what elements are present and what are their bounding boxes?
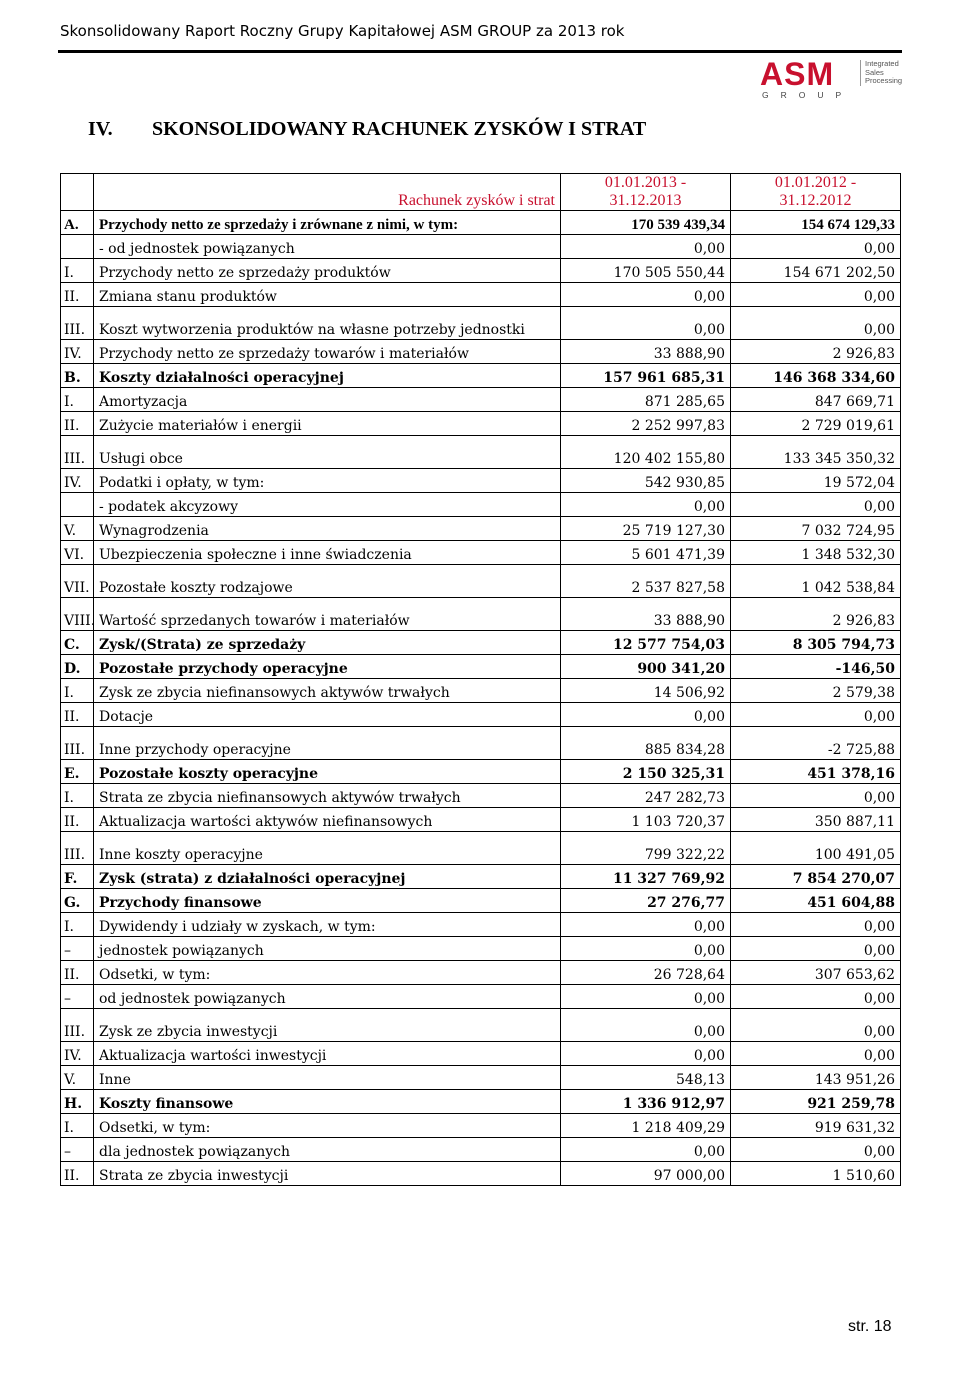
row-value-2013-cell: 5 601 471,39	[561, 541, 731, 565]
row-value-2012-cell: 0,00	[731, 493, 901, 517]
page-number: str. 18	[848, 1318, 892, 1335]
row-value-2012-cell: 7 854 270,07	[731, 865, 901, 889]
row-value-2012-cell: 1 510,60	[731, 1162, 901, 1186]
row-value-2012-cell: 143 951,26	[731, 1066, 901, 1090]
row-value-2013-cell: 0,00	[561, 1009, 731, 1042]
table-row	[61, 340, 901, 364]
row-label-cell: Koszty działalności operacyjnej	[94, 364, 561, 388]
row-label-cell: Aktualizacja wartości aktywów niefinansowych	[94, 808, 561, 832]
row-value-2013-cell: 0,00	[561, 283, 731, 307]
row-label-cell: Zysk ze zbycia niefinansowych aktywów trwałych	[94, 679, 561, 703]
row-index-cell: II.	[61, 961, 94, 985]
row-value-2013-cell: 12 577 754,03	[561, 631, 731, 655]
row-value-2012-cell: 0,00	[731, 1009, 901, 1042]
table-row	[61, 913, 901, 937]
table-row	[61, 1009, 901, 1042]
row-index-cell: F.	[61, 865, 94, 889]
row-index-cell: II.	[61, 412, 94, 436]
asm-group-logo	[760, 56, 903, 100]
row-index-cell	[61, 235, 94, 259]
row-value-2013-cell: 1 103 720,37	[561, 808, 731, 832]
row-index-cell: –	[61, 1138, 94, 1162]
table-row	[61, 283, 901, 307]
table-row	[61, 961, 901, 985]
row-label-cell: Strata ze zbycia inwestycji	[94, 1162, 561, 1186]
row-label-cell: Zysk (strata) z działalności operacyjnej	[94, 865, 561, 889]
row-index-cell: I.	[61, 1114, 94, 1138]
row-index-cell: V.	[61, 517, 94, 541]
row-value-2013-cell: 0,00	[561, 913, 731, 937]
header-2013-cell	[561, 174, 731, 211]
table-row	[61, 493, 901, 517]
row-value-2012-cell: -146,50	[731, 655, 901, 679]
table-row	[61, 865, 901, 889]
row-index-cell: B.	[61, 364, 94, 388]
table-row	[61, 1138, 901, 1162]
row-label-cell: Inne koszty operacyjne	[94, 832, 561, 865]
row-value-2013-cell: 2 537 827,58	[561, 565, 731, 598]
row-value-2012-cell: 1 348 532,30	[731, 541, 901, 565]
row-index-cell: III.	[61, 727, 94, 760]
row-label-cell: Strata ze zbycia niefinansowych aktywów trwałych	[94, 784, 561, 808]
header-label-cell: Rachunek zysków i strat	[94, 174, 561, 211]
row-label-cell: Koszty finansowe	[94, 1090, 561, 1114]
table-row	[61, 1042, 901, 1066]
table-row	[61, 679, 901, 703]
row-value-2012-cell: 7 032 724,95	[731, 517, 901, 541]
table-row	[61, 937, 901, 961]
table-row	[61, 631, 901, 655]
row-label-cell: Koszt wytworzenia produktów na własne potrzeby jednostki	[94, 307, 561, 340]
header-2012-cell	[731, 174, 901, 211]
row-index-cell: II.	[61, 283, 94, 307]
row-value-2013-cell: 900 341,20	[561, 655, 731, 679]
row-label-cell: Pozostałe przychody operacyjne	[94, 655, 561, 679]
row-value-2012-cell: 8 305 794,73	[731, 631, 901, 655]
row-value-2012-cell: 847 669,71	[731, 388, 901, 412]
row-label-cell: Dywidendy i udziały w zyskach, w tym:	[94, 913, 561, 937]
row-label-cell: - od jednostek powiązanych	[94, 235, 561, 259]
row-label-cell: Aktualizacja wartości inwestycji	[94, 1042, 561, 1066]
row-value-2013-cell: 0,00	[561, 307, 731, 340]
row-value-2012-cell: 154 671 202,50	[731, 259, 901, 283]
table-row	[61, 541, 901, 565]
row-index-cell: I.	[61, 913, 94, 937]
row-value-2012-cell: 0,00	[731, 1138, 901, 1162]
row-value-2012-cell: 0,00	[731, 784, 901, 808]
row-value-2012-cell: 2 579,38	[731, 679, 901, 703]
row-value-2013-cell: 157 961 685,31	[561, 364, 731, 388]
logo-tagline	[860, 60, 902, 86]
table-row	[61, 412, 901, 436]
report-header-title: Skonsolidowany Raport Roczny Grupy Kapitałowej ASM GROUP za 2013 rok	[60, 22, 625, 40]
table-row	[61, 517, 901, 541]
row-index-cell: VI.	[61, 541, 94, 565]
row-index-cell: A.	[61, 211, 94, 235]
table-row	[61, 565, 901, 598]
row-value-2012-cell: 921 259,78	[731, 1090, 901, 1114]
row-value-2013-cell: 25 719 127,30	[561, 517, 731, 541]
section-heading	[88, 118, 646, 141]
row-value-2013-cell: 97 000,00	[561, 1162, 731, 1186]
table-row	[61, 1114, 901, 1138]
row-value-2012-cell: 154 674 129,33	[731, 211, 901, 235]
row-value-2012-cell: 2 926,83	[731, 598, 901, 631]
table-row	[61, 1162, 901, 1186]
row-label-cell: Podatki i opłaty, w tym:	[94, 469, 561, 493]
row-value-2012-cell: 146 368 334,60	[731, 364, 901, 388]
row-value-2012-cell: 19 572,04	[731, 469, 901, 493]
row-label-cell: Pozostałe koszty operacyjne	[94, 760, 561, 784]
row-value-2013-cell: 33 888,90	[561, 598, 731, 631]
row-value-2012-cell: 0,00	[731, 1042, 901, 1066]
row-value-2013-cell: 0,00	[561, 1042, 731, 1066]
row-label-cell: Pozostałe koszty rodzajowe	[94, 565, 561, 598]
row-label-cell: - podatek akcyzowy	[94, 493, 561, 517]
row-value-2013-cell: 542 930,85	[561, 469, 731, 493]
row-index-cell: II.	[61, 808, 94, 832]
header-2012-line1: 01.01.2012 -	[774, 174, 857, 191]
row-label-cell: Zysk ze zbycia inwestycji	[94, 1009, 561, 1042]
table-row	[61, 784, 901, 808]
table-header-row	[61, 174, 901, 211]
row-index-cell: IV.	[61, 1042, 94, 1066]
header-2013-line2: 31.12.2013	[609, 192, 682, 209]
row-value-2013-cell: 548,13	[561, 1066, 731, 1090]
header-index-cell	[61, 174, 94, 211]
row-label-cell: Inne	[94, 1066, 561, 1090]
row-value-2012-cell: 2 729 019,61	[731, 412, 901, 436]
header-2013-line1: 01.01.2013 -	[604, 174, 687, 191]
row-value-2012-cell: 2 926,83	[731, 340, 901, 364]
row-value-2013-cell: 885 834,28	[561, 727, 731, 760]
row-index-cell: V.	[61, 1066, 94, 1090]
row-index-cell: III.	[61, 307, 94, 340]
row-index-cell: I.	[61, 388, 94, 412]
row-value-2013-cell: 0,00	[561, 703, 731, 727]
row-label-cell: Zmiana stanu produktów	[94, 283, 561, 307]
table-row	[61, 598, 901, 631]
row-value-2012-cell: 307 653,62	[731, 961, 901, 985]
row-index-cell: II.	[61, 703, 94, 727]
row-value-2013-cell: 11 327 769,92	[561, 865, 731, 889]
header-divider	[58, 50, 902, 53]
row-label-cell: od jednostek powiązanych	[94, 985, 561, 1009]
row-label-cell: Wartość sprzedanych towarów i materiałów	[94, 598, 561, 631]
row-index-cell: VIII.	[61, 598, 94, 631]
row-index-cell: III.	[61, 1009, 94, 1042]
table-row	[61, 889, 901, 913]
row-value-2013-cell: 1 336 912,97	[561, 1090, 731, 1114]
row-value-2013-cell: 0,00	[561, 1138, 731, 1162]
table-row	[61, 832, 901, 865]
row-index-cell: VII.	[61, 565, 94, 598]
row-label-cell: Przychody netto ze sprzedaży i zrównane z nimi, w tym:	[94, 211, 561, 235]
row-value-2012-cell: 451 378,16	[731, 760, 901, 784]
table-row	[61, 655, 901, 679]
row-index-cell: I.	[61, 679, 94, 703]
row-index-cell: G.	[61, 889, 94, 913]
row-label-cell: Przychody netto ze sprzedaży produktów	[94, 259, 561, 283]
section-title-text: SKONSOLIDOWANY RACHUNEK ZYSKÓW I STRAT	[152, 118, 647, 140]
row-label-cell: Ubezpieczenia społeczne i inne świadczenia	[94, 541, 561, 565]
row-value-2013-cell: 0,00	[561, 235, 731, 259]
row-value-2013-cell: 0,00	[561, 937, 731, 961]
row-index-cell: –	[61, 985, 94, 1009]
row-value-2013-cell: 170 505 550,44	[561, 259, 731, 283]
row-value-2012-cell: 350 887,11	[731, 808, 901, 832]
row-value-2012-cell: -2 725,88	[731, 727, 901, 760]
row-label-cell: Inne przychody operacyjne	[94, 727, 561, 760]
table-row	[61, 703, 901, 727]
row-value-2012-cell: 1 042 538,84	[731, 565, 901, 598]
row-value-2013-cell: 14 506,92	[561, 679, 731, 703]
row-label-cell: Zysk/(Strata) ze sprzedaży	[94, 631, 561, 655]
table-row	[61, 727, 901, 760]
table-row	[61, 436, 901, 469]
row-value-2013-cell: 170 539 439,34	[561, 211, 731, 235]
row-index-cell: –	[61, 937, 94, 961]
header-2012-line2: 31.12.2012	[779, 192, 852, 209]
row-value-2013-cell: 0,00	[561, 493, 731, 517]
table-row	[61, 1066, 901, 1090]
logo-tagline-line: Sales	[865, 67, 884, 77]
row-value-2013-cell: 26 728,64	[561, 961, 731, 985]
row-index-cell: E.	[61, 760, 94, 784]
row-value-2012-cell: 0,00	[731, 703, 901, 727]
row-value-2013-cell: 33 888,90	[561, 340, 731, 364]
row-value-2012-cell: 919 631,32	[731, 1114, 901, 1138]
row-value-2013-cell: 120 402 155,80	[561, 436, 731, 469]
logo-asm-text: ASM	[760, 56, 835, 92]
row-index-cell: H.	[61, 1090, 94, 1114]
table-row	[61, 808, 901, 832]
row-index-cell	[61, 493, 94, 517]
row-label-cell: Usługi obce	[94, 436, 561, 469]
row-value-2012-cell: 0,00	[731, 985, 901, 1009]
row-index-cell: I.	[61, 259, 94, 283]
income-statement-table	[60, 173, 901, 1186]
row-value-2013-cell: 799 322,22	[561, 832, 731, 865]
row-label-cell: Odsetki, w tym:	[94, 961, 561, 985]
table-row	[61, 760, 901, 784]
table-row	[61, 307, 901, 340]
row-label-cell: Amortyzacja	[94, 388, 561, 412]
row-index-cell: IV.	[61, 340, 94, 364]
row-index-cell: D.	[61, 655, 94, 679]
row-value-2012-cell: 451 604,88	[731, 889, 901, 913]
table-row	[61, 211, 901, 235]
table-row	[61, 235, 901, 259]
row-value-2012-cell: 0,00	[731, 937, 901, 961]
row-value-2013-cell: 1 218 409,29	[561, 1114, 731, 1138]
row-value-2012-cell: 133 345 350,32	[731, 436, 901, 469]
row-label-cell: Wynagrodzenia	[94, 517, 561, 541]
row-index-cell: III.	[61, 832, 94, 865]
logo-group-text: GROUP	[762, 90, 854, 100]
row-label-cell: Odsetki, w tym:	[94, 1114, 561, 1138]
row-value-2013-cell: 0,00	[561, 985, 731, 1009]
row-label-cell: dla jednostek powiązanych	[94, 1138, 561, 1162]
row-value-2012-cell: 0,00	[731, 283, 901, 307]
row-value-2013-cell: 27 276,77	[561, 889, 731, 913]
row-index-cell: IV.	[61, 469, 94, 493]
row-value-2012-cell: 100 491,05	[731, 832, 901, 865]
section-number: IV.	[88, 118, 113, 140]
row-index-cell: I.	[61, 784, 94, 808]
logo-tagline-line: Integrated	[865, 59, 899, 68]
row-label-cell: Zużycie materiałów i energii	[94, 412, 561, 436]
row-label-cell: Przychody netto ze sprzedaży towarów i materiałów	[94, 340, 561, 364]
row-value-2013-cell: 247 282,73	[561, 784, 731, 808]
row-value-2013-cell: 871 285,65	[561, 388, 731, 412]
table-row	[61, 364, 901, 388]
row-label-cell: Przychody finansowe	[94, 889, 561, 913]
row-value-2012-cell: 0,00	[731, 235, 901, 259]
row-label-cell: Dotacje	[94, 703, 561, 727]
table-row	[61, 469, 901, 493]
row-label-cell: jednostek powiązanych	[94, 937, 561, 961]
logo-tagline-line: Processing	[865, 76, 903, 85]
row-value-2012-cell: 0,00	[731, 307, 901, 340]
row-value-2013-cell: 2 252 997,83	[561, 412, 731, 436]
row-index-cell: III.	[61, 436, 94, 469]
table-row	[61, 259, 901, 283]
row-value-2012-cell: 0,00	[731, 913, 901, 937]
table-row	[61, 985, 901, 1009]
row-index-cell: C.	[61, 631, 94, 655]
row-index-cell: II.	[61, 1162, 94, 1186]
table-row	[61, 1090, 901, 1114]
row-value-2013-cell: 2 150 325,31	[561, 760, 731, 784]
table-row	[61, 388, 901, 412]
